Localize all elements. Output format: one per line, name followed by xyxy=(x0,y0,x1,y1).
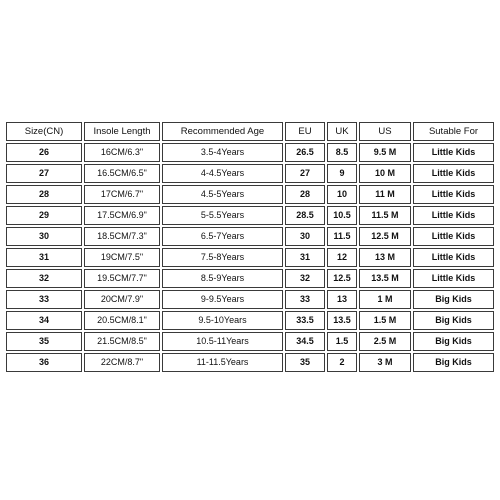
size-chart-header xyxy=(6,122,494,141)
cell-suitable: Big Kids xyxy=(413,290,494,309)
cell-size-cn: 29 xyxy=(6,206,82,225)
cell-insole: 21.5CM/8.5" xyxy=(84,332,160,351)
cell-us: 11.5 M xyxy=(359,206,411,225)
cell-size-cn: 30 xyxy=(6,227,82,246)
table-row xyxy=(6,353,494,372)
cell-size-cn: 26 xyxy=(6,143,82,162)
cell-size-cn: 36 xyxy=(6,353,82,372)
cell-eu: 35 xyxy=(285,353,325,372)
table-row xyxy=(6,164,494,183)
cell-insole: 18.5CM/7.3" xyxy=(84,227,160,246)
cell-age: 9-9.5Years xyxy=(162,290,283,309)
cell-eu: 28.5 xyxy=(285,206,325,225)
header-size-cn: Size(CN) xyxy=(6,122,82,141)
cell-us: 1.5 M xyxy=(359,311,411,330)
cell-suitable: Little Kids xyxy=(413,269,494,288)
cell-us: 1 M xyxy=(359,290,411,309)
cell-eu: 30 xyxy=(285,227,325,246)
cell-size-cn: 34 xyxy=(6,311,82,330)
cell-uk: 10.5 xyxy=(327,206,357,225)
cell-age: 4.5-5Years xyxy=(162,185,283,204)
cell-insole: 19CM/7.5" xyxy=(84,248,160,267)
cell-size-cn: 27 xyxy=(6,164,82,183)
cell-us: 9.5 M xyxy=(359,143,411,162)
header-us: US xyxy=(359,122,411,141)
cell-age: 8.5-9Years xyxy=(162,269,283,288)
cell-insole: 17CM/6.7" xyxy=(84,185,160,204)
cell-age: 9.5-10Years xyxy=(162,311,283,330)
cell-size-cn: 35 xyxy=(6,332,82,351)
cell-uk: 12.5 xyxy=(327,269,357,288)
cell-insole: 20CM/7.9" xyxy=(84,290,160,309)
cell-suitable: Little Kids xyxy=(413,164,494,183)
cell-insole: 16.5CM/6.5" xyxy=(84,164,160,183)
cell-us: 11 M xyxy=(359,185,411,204)
header-insole: Insole Length xyxy=(84,122,160,141)
cell-eu: 33.5 xyxy=(285,311,325,330)
cell-eu: 32 xyxy=(285,269,325,288)
table-row xyxy=(6,290,494,309)
cell-age: 6.5-7Years xyxy=(162,227,283,246)
header-eu: EU xyxy=(285,122,325,141)
cell-suitable: Big Kids xyxy=(413,353,494,372)
cell-insole: 19.5CM/7.7" xyxy=(84,269,160,288)
cell-suitable: Little Kids xyxy=(413,206,494,225)
cell-eu: 31 xyxy=(285,248,325,267)
cell-uk: 13 xyxy=(327,290,357,309)
cell-eu: 27 xyxy=(285,164,325,183)
cell-uk: 12 xyxy=(327,248,357,267)
cell-size-cn: 33 xyxy=(6,290,82,309)
header-age: Recommended Age xyxy=(162,122,283,141)
size-chart-body xyxy=(6,143,494,372)
cell-eu: 28 xyxy=(285,185,325,204)
size-chart-table xyxy=(4,120,496,374)
header-uk: UK xyxy=(327,122,357,141)
cell-age: 7.5-8Years xyxy=(162,248,283,267)
cell-suitable: Little Kids xyxy=(413,143,494,162)
cell-us: 3 M xyxy=(359,353,411,372)
cell-us: 2.5 M xyxy=(359,332,411,351)
cell-size-cn: 31 xyxy=(6,248,82,267)
cell-suitable: Big Kids xyxy=(413,332,494,351)
cell-suitable: Little Kids xyxy=(413,185,494,204)
cell-eu: 34.5 xyxy=(285,332,325,351)
cell-suitable: Big Kids xyxy=(413,311,494,330)
cell-size-cn: 32 xyxy=(6,269,82,288)
cell-uk: 8.5 xyxy=(327,143,357,162)
table-row xyxy=(6,227,494,246)
cell-uk: 10 xyxy=(327,185,357,204)
cell-suitable: Little Kids xyxy=(413,248,494,267)
table-row xyxy=(6,185,494,204)
cell-insole: 22CM/8.7" xyxy=(84,353,160,372)
cell-age: 11-11.5Years xyxy=(162,353,283,372)
table-row xyxy=(6,311,494,330)
cell-eu: 26.5 xyxy=(285,143,325,162)
cell-eu: 33 xyxy=(285,290,325,309)
cell-suitable: Little Kids xyxy=(413,227,494,246)
table-row xyxy=(6,332,494,351)
cell-insole: 16CM/6.3" xyxy=(84,143,160,162)
cell-uk: 1.5 xyxy=(327,332,357,351)
cell-uk: 13.5 xyxy=(327,311,357,330)
cell-uk: 2 xyxy=(327,353,357,372)
table-row xyxy=(6,248,494,267)
cell-uk: 11.5 xyxy=(327,227,357,246)
header-suitable: Sutable For xyxy=(413,122,494,141)
cell-us: 13.5 M xyxy=(359,269,411,288)
cell-age: 5-5.5Years xyxy=(162,206,283,225)
cell-us: 12.5 M xyxy=(359,227,411,246)
table-row xyxy=(6,143,494,162)
cell-size-cn: 28 xyxy=(6,185,82,204)
cell-us: 13 M xyxy=(359,248,411,267)
header-row xyxy=(6,122,494,141)
cell-age: 10.5-11Years xyxy=(162,332,283,351)
cell-age: 3.5-4Years xyxy=(162,143,283,162)
table-row xyxy=(6,206,494,225)
cell-us: 10 M xyxy=(359,164,411,183)
cell-insole: 17.5CM/6.9" xyxy=(84,206,160,225)
cell-uk: 9 xyxy=(327,164,357,183)
table-row xyxy=(6,269,494,288)
cell-age: 4-4.5Years xyxy=(162,164,283,183)
cell-insole: 20.5CM/8.1" xyxy=(84,311,160,330)
